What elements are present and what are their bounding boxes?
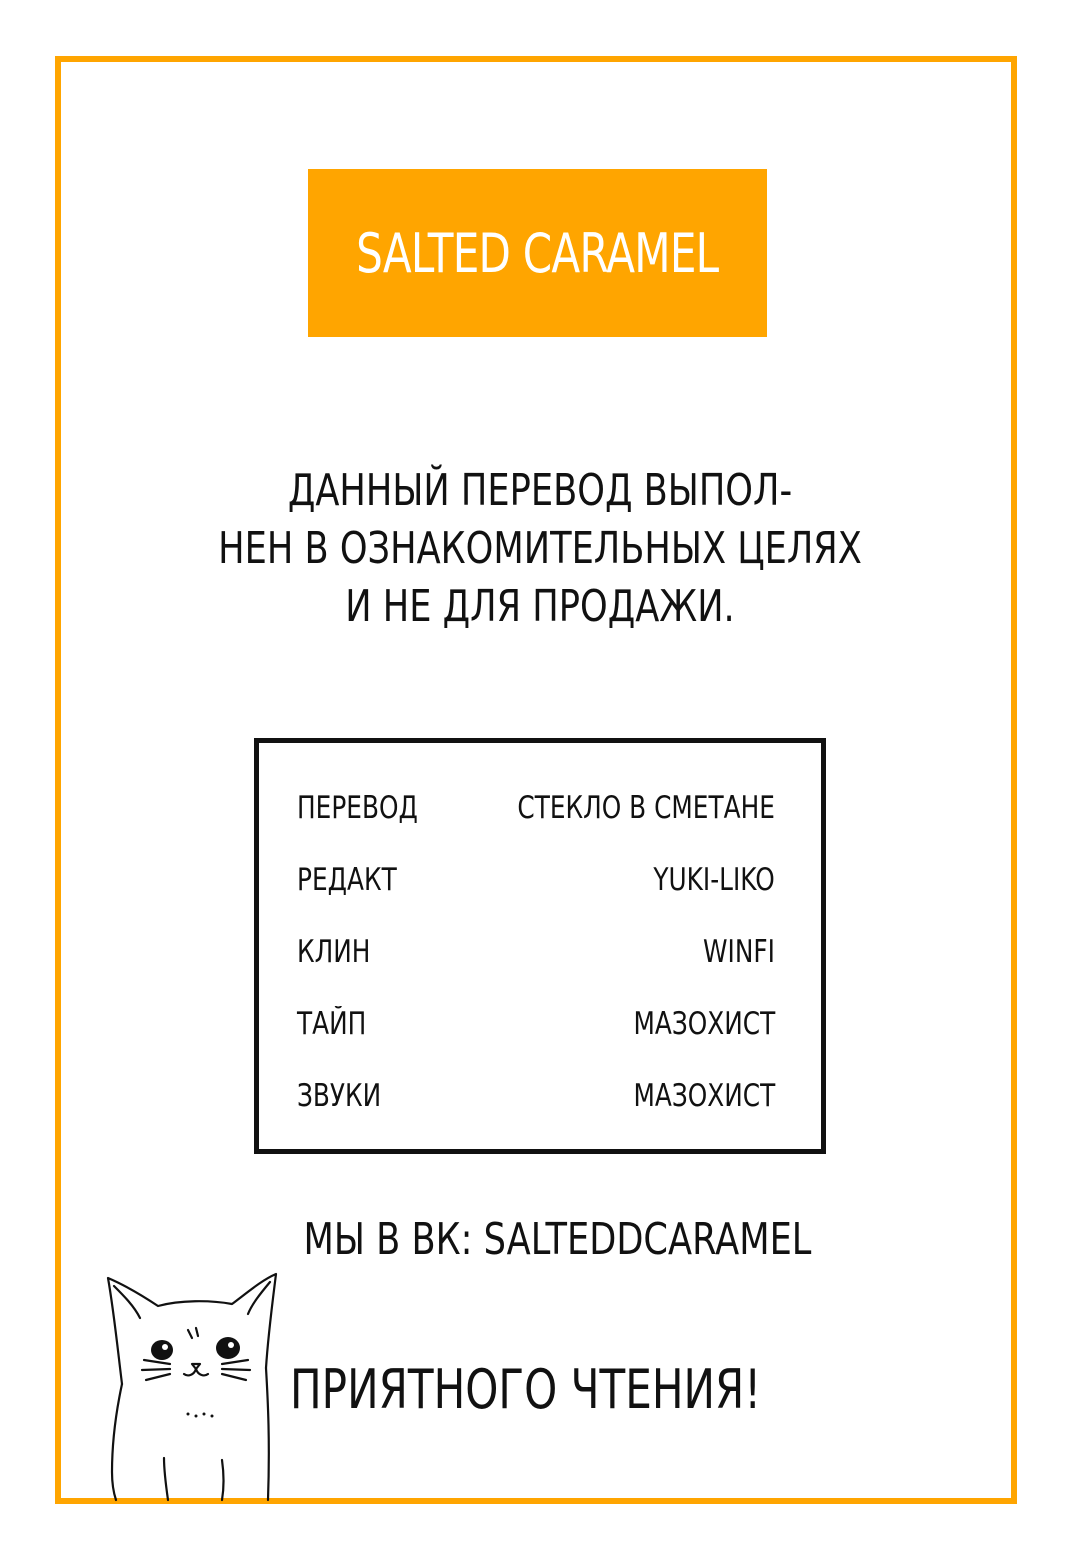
title-banner (308, 169, 767, 337)
credit-person: МАЗОХИСТ (633, 1006, 775, 1042)
credits-box (254, 738, 826, 1154)
closing-text: ПРИЯТНОГО ЧТЕНИЯ! (290, 1358, 762, 1421)
vk-link (240, 1214, 840, 1265)
disclaimer (120, 462, 960, 636)
cat-icon (100, 1272, 290, 1502)
credit-person: YUKI-LIKO (653, 862, 775, 898)
credit-person: СТЕКЛО В СМЕТАНЕ (517, 790, 775, 826)
banner-title: SALTED CARAMEL (356, 221, 719, 285)
credit-person: WINFI (703, 934, 775, 970)
credit-row-sfx (297, 1078, 775, 1118)
credit-role: РЕДАКТ (297, 862, 397, 898)
disclaimer-line: И НЕ ДЛЯ ПРОДАЖИ. (345, 581, 735, 632)
closing-message (290, 1358, 810, 1421)
credit-role: ТАЙП (297, 1006, 367, 1042)
credit-row-editing (297, 862, 775, 902)
vk-text: МЫ В ВК: SALTEDDCARAMEL (303, 1214, 812, 1265)
credit-person: МАЗОХИСТ (633, 1078, 775, 1114)
credit-row-cleaning (297, 934, 775, 974)
credit-role: КЛИН (297, 934, 371, 970)
disclaimer-line: НЕН В ОЗНАКОМИТЕЛЬНЫХ ЦЕЛЯХ (218, 523, 862, 574)
credit-role: ЗВУКИ (297, 1078, 382, 1114)
credit-row-typesetting (297, 1006, 775, 1046)
disclaimer-line: ДАННЫЙ ПЕРЕВОД ВЫПОЛ- (287, 465, 793, 516)
credit-role: ПЕРЕВОД (297, 790, 418, 826)
credit-row-translation (297, 790, 775, 830)
